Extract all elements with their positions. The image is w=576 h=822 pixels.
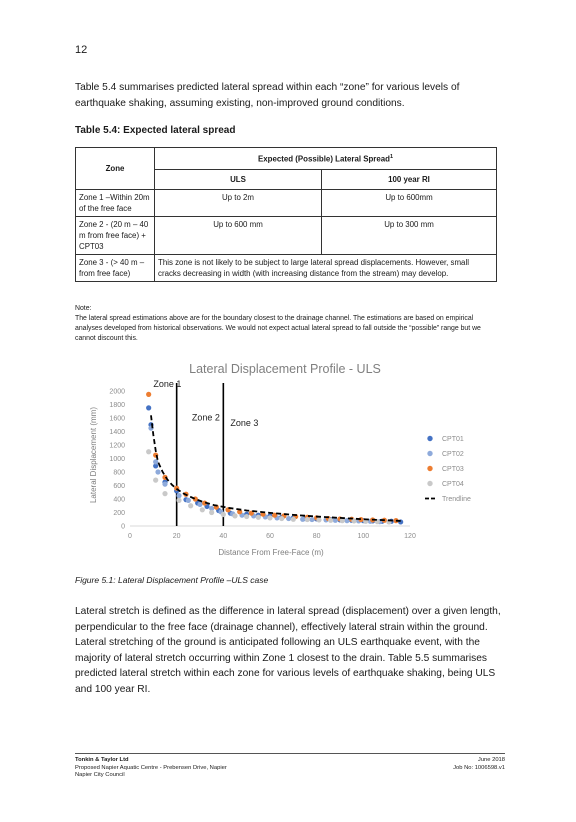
data-point-cpt04: [244, 514, 249, 519]
x-tick-label: 60: [266, 533, 274, 540]
table-title: Table 5.4: Expected lateral spread: [75, 125, 236, 136]
data-point-cpt04: [221, 512, 226, 517]
legend-label: CPT01: [442, 436, 464, 443]
footer-right: [453, 757, 505, 772]
data-point-cpt02: [300, 517, 305, 522]
footer-project: Proposed Napier Aquatic Centre - Prebensen Drive, Napier: [75, 764, 227, 771]
data-point-cpt02: [155, 469, 160, 474]
data-point-cpt02: [309, 517, 314, 522]
lateral-displacement-chart: [85, 355, 505, 565]
y-tick-label: 1200: [109, 442, 125, 450]
table-row: [76, 254, 497, 281]
x-axis-label: Distance From Free-Face (m): [218, 548, 324, 557]
zone-label: Zone 1: [153, 378, 182, 389]
header-100-year-ri: 100 year RI: [322, 169, 497, 189]
footer-divider: [75, 753, 505, 754]
table-note: [75, 304, 501, 344]
intro-paragraph: Table 5.4 summarises predicted lateral spread within each “zone” for various levels of earthquake shaking, assuming existing, non-improved ground conditions.: [75, 82, 460, 109]
page-number: 12: [75, 44, 88, 56]
zone-label: Zone 2: [191, 412, 220, 423]
y-tick-label: 1000: [109, 456, 125, 463]
y-tick-label: 1800: [109, 402, 125, 409]
y-tick-label: 2000: [109, 388, 125, 396]
x-tick-label: 100: [357, 533, 370, 540]
data-point-cpt04: [305, 517, 310, 522]
y-tick-label: 600: [113, 483, 125, 490]
footnote-marker: 1: [389, 154, 394, 160]
uls-cell: Up to 600 mm: [155, 216, 322, 254]
data-point-cpt04: [267, 515, 272, 520]
legend-marker: [427, 466, 432, 471]
legend-label: CPT04: [442, 481, 464, 488]
data-point-cpt02: [286, 516, 291, 521]
ri-cell: Up to 600mm: [322, 189, 497, 216]
footer-job: Job No: 1006598.v1: [453, 764, 505, 771]
legend-marker: [427, 451, 432, 456]
footer-company: Tonkin & Taylor Ltd: [75, 757, 129, 763]
data-point-cpt04: [153, 478, 158, 483]
y-tick-label: 1400: [109, 429, 125, 436]
header-uls: ULS: [155, 169, 322, 189]
data-point-cpt04: [209, 510, 214, 515]
x-tick-label: 120: [404, 533, 416, 540]
data-point-cpt02: [197, 502, 202, 507]
data-point-cpt04: [162, 491, 167, 496]
data-point-cpt04: [316, 517, 321, 522]
data-point-cpt03: [146, 392, 151, 397]
header-zone: Zone: [76, 148, 155, 190]
x-tick-label: 80: [312, 533, 321, 540]
data-point-cpt04: [256, 515, 261, 520]
uls-cell: Up to 2m: [155, 189, 322, 216]
chart-legend: [425, 436, 471, 503]
lateral-spread-table: [75, 147, 497, 282]
x-tick-label: 20: [172, 533, 181, 540]
data-point-cpt02: [176, 493, 181, 498]
data-point-cpt02: [162, 482, 167, 487]
chart-title: Lateral Displacement Profile - ULS: [189, 362, 381, 376]
y-tick-label: 400: [113, 496, 125, 504]
footer-client: Napier City Council: [75, 772, 125, 779]
y-tick-label: 800: [113, 469, 125, 477]
note-label: Note:: [75, 305, 92, 312]
table-row: [76, 189, 497, 216]
data-point-cpt04: [188, 503, 193, 508]
data-point-cpt02: [153, 459, 158, 464]
legend-label: CPT03: [442, 466, 464, 473]
table-row: [76, 216, 497, 254]
data-point-cpt04: [200, 507, 205, 512]
data-point-cpt04: [328, 518, 333, 523]
data-point-cpt04: [232, 513, 237, 518]
legend-label: Trendline: [442, 496, 471, 503]
header-expected-spread: Expected (Possible) Lateral Spread$^1$: [155, 148, 497, 170]
note-text: The lateral spread estimations above are for the boundary closest to the drainage channel. The estimations are based on empirical analyses developed from historical observations. We would not expect actual lateral spread to fall outside the “possible” range but we cannot discount this.: [75, 315, 481, 342]
data-point-cpt04: [146, 449, 151, 454]
y-tick-label: 0: [121, 523, 125, 531]
y-tick-label: 1600: [109, 415, 125, 423]
footer-date: June 2018: [477, 757, 505, 763]
y-axis-label: Lateral Displacement (mm): [89, 406, 98, 504]
zone-cell: Zone 2 - (20 m – 40 m from free face) + CPT03: [76, 216, 155, 254]
zone-cell: Zone 3 - (> 40 m – from free face): [76, 254, 155, 281]
merged-description-cell: This zone is not likely to be subject to large lateral spread displacements. However, small cracks decreasing in width (with increasing distance from the stream) may develop.: [155, 254, 497, 281]
legend-marker: [427, 481, 432, 486]
data-point-cpt01: [146, 405, 151, 410]
zone-label: Zone 3: [230, 418, 259, 429]
figure-caption: Figure 5.1: Lateral Displacement Profile –ULS case: [75, 575, 269, 585]
zone-cell: Zone 1 –Within 20m of the free face: [76, 189, 155, 216]
body-paragraph: Lateral stretch is defined as the difference in lateral spread (displacement) over a given length, perpendicular to the free face (drainage channel), effectively lateral strain within the ground. Lateral stretching of the ground is anticipated following an ULS earthquake event, with the majority of lateral stretch occurring within Zone 1 closest to the drain. Table 5.5 summarises predicted lateral stretch within each zone for various levels of earthquake shaking, being ULS and 100 year RI.: [75, 606, 501, 695]
data-point-cpt02: [186, 498, 191, 503]
ri-cell: Up to 300 mm: [322, 216, 497, 254]
data-point-cpt04: [176, 498, 181, 503]
footer-left: [75, 757, 227, 780]
data-point-cpt04: [291, 517, 296, 522]
x-tick-label: 0: [128, 533, 132, 540]
legend-marker: [427, 436, 432, 441]
data-point-cpt04: [279, 516, 284, 521]
x-tick-label: 40: [219, 533, 228, 540]
legend-label: CPT02: [442, 451, 464, 458]
y-tick-label: 200: [113, 510, 125, 517]
